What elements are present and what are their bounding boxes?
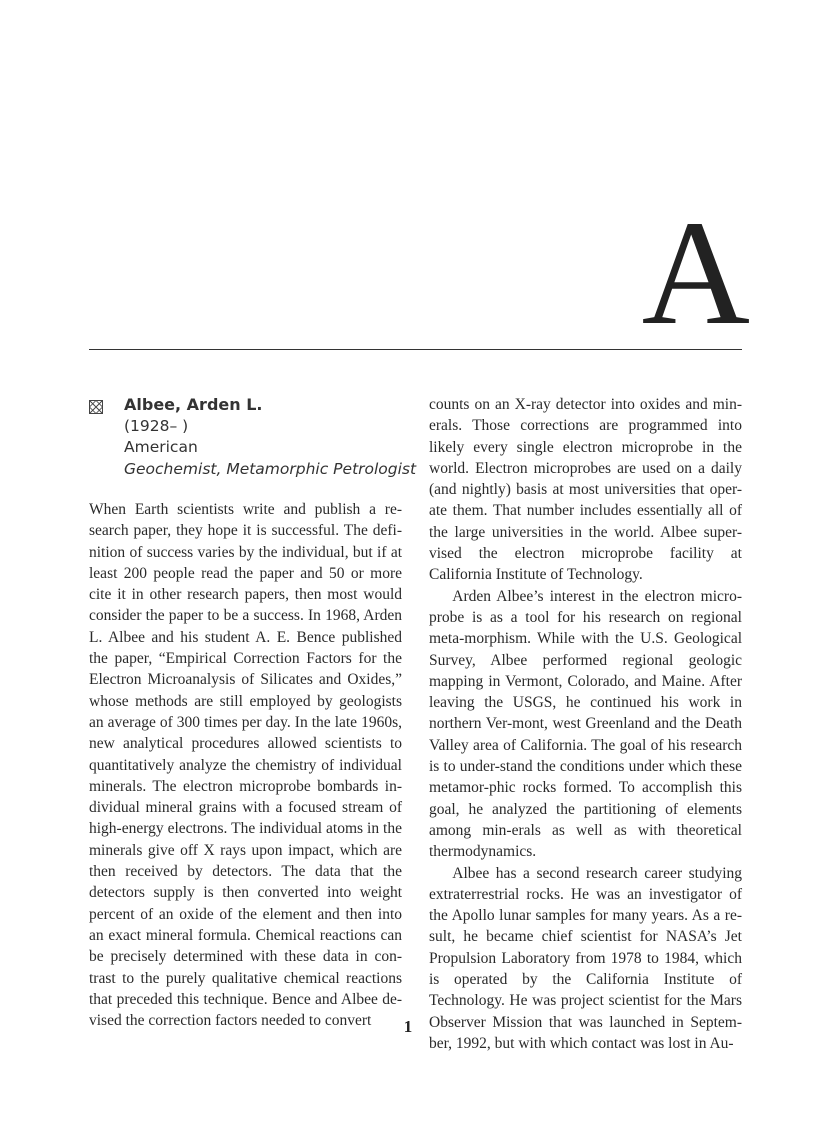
entry-ornament-icon (89, 400, 103, 414)
header-rule (89, 349, 742, 350)
entry-name: Albee, Arden L. (124, 395, 263, 414)
entry-header (89, 394, 417, 480)
page-number: 1 (403, 1017, 413, 1036)
body-paragraph: Arden Albee’s interest in the electron micro-probe is as a tool for his research on regional meta-morphism. While with the U.S. Geological Survey, Albee performed regional geologic mapping in Vermont, Colorado, and Maine. After leaving the USGS, he continued his work in northern Ver-mont, west Greenland and the Death Valley area of California. The goal of his research is to under-stand the conditions under which these metamor-phic rocks formed. To accomplish this goal, he analyzed the partitioning of elements among min-erals as well as with theoretical thermodynamics. (429, 587, 742, 861)
entry-nationality: American (124, 438, 198, 456)
body-paragraph: counts on an X-ray detector into oxides and min-erals. Those corrections are programmed into likely every single electron microprobe in the world. Electron microprobes are used on a daily (and nightly) basis at most universities that oper-ate them. That number includes essentially all of the large universities in the world. Albee super-vised the electron microprobe facility at California Institute of Technology. (429, 396, 742, 584)
entry-dates: (1928– ) (124, 416, 189, 435)
section-letter: A (641, 190, 750, 356)
body-paragraph: When Earth scientists write and publish a re-search paper, they hope it is successful. The defi-nition of success varies by the individual, but if at least 200 people read the paper and 50 or more cite it in other research papers, then most would consider the paper to be a success. In 1968, Arden L. Albee and his student A. E. Bence published the paper, “Empirical Correction Factors for the Electron Microanalysis of Silicates and Oxides,” whose methods are still employed by geologists an average of 300 times per day. In the late 1960s, new analytical procedures allowed scientists to quantitatively analyze the chemistry of individual minerals. The electron microprobe bombards in-dividual mineral grains with a focused stream of high-energy electrons. The individual atoms in the minerals give off X rays upon impact, which are then received by detectors. The data that the detectors supply is then converted into weight percent of an oxide of the element and then into an exact mineral formula. Chemical reactions can be precisely determined with these data in con-trast to the purely qualitative chemical reactions that preceded this technique. Bence and Albee de-vised the correction factors needed to convert (89, 501, 402, 1030)
body-paragraph: Albee has a second research career studying extraterrestrial rocks. He was an investigator of the Apollo lunar samples for many years. As a re-sult, he became chief scientist for NASA’s Jet Propulsion Laboratory from 1978 to 1984, which is operated by the California Institute of Technology. He was project scientist for the Mars Observer Mission that was launched in Septem-ber, 1992, but with which contact was lost in Au- (429, 864, 742, 1052)
entry-role: Geochemist, Metamorphic Petrologist (124, 459, 417, 478)
left-column (89, 394, 417, 1031)
right-column (429, 394, 742, 1054)
